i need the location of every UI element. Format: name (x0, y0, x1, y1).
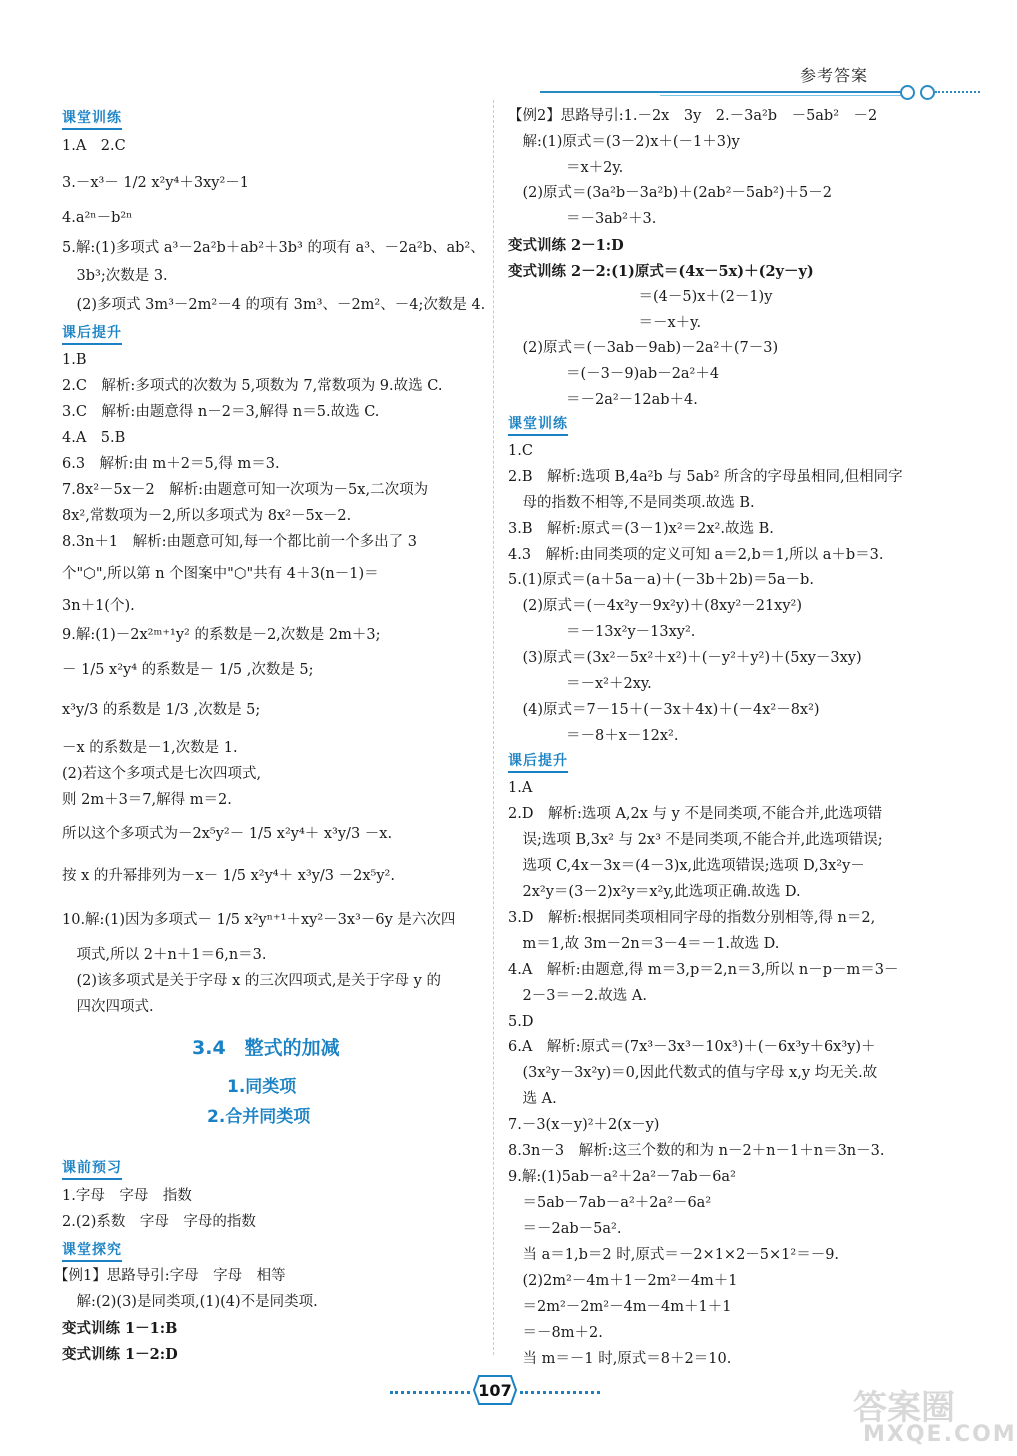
section-title: 3.4 整式的加减 (192, 1037, 340, 1059)
header-circle-icon (920, 85, 935, 100)
answer-line: 8.3n＋1 解析:由题意可知,每一个都比前一个多出了 3 (62, 534, 417, 550)
section-heading: 课堂训练 (508, 416, 568, 436)
answer-line: 5.解:(1)多项式 a³－2a²b＋ab²＋3b³ 的项有 a³、－2a²b、ab²、 (62, 240, 485, 256)
answer-line: 8.3n－3 解析:这三个数的和为 n－2＋n－1＋n＝3n－3. (508, 1143, 885, 1159)
answer-line: 2.(2)系数 字母 字母的指数 (62, 1214, 256, 1230)
answer-line: 5.(1)原式＝(a＋5a－a)＋(－3b＋2b)＝5a－b. (508, 572, 814, 588)
answer-line: 1.C (508, 443, 533, 459)
answer-line: 3.D 解析:根据同类项相同字母的指数分别相等,得 n＝2, (508, 910, 876, 926)
answer-line: ＝－13x²y－13xy². (508, 624, 696, 640)
answer-line: 2.D 解析:选项 A,2x 与 y 不是同类项,不能合并,此选项错 (508, 806, 883, 822)
section-title: 1.同类项 (227, 1077, 297, 1097)
answer-line: 变式训练 1－2:D (62, 1346, 178, 1363)
page-number: 107 (478, 1381, 512, 1400)
answer-line: 误;选项 B,3x² 与 2x³ 不是同类项,不能合并,此选项错误; (508, 832, 883, 848)
answer-line: 2.B 解析:选项 B,4a²b 与 5ab² 所含的字母虽相同,但相同字 (508, 469, 903, 485)
answer-line: 所以这个多项式为－2x⁵y²－ 1/5 x²y⁴＋ x³y/3 －x. (62, 826, 393, 842)
answer-line: ＝－2a²－12ab＋4. (508, 392, 698, 408)
header-rule (540, 91, 910, 93)
answer-line: m＝1,故 3m－2n＝3－4＝－1.故选 D. (508, 936, 780, 952)
answer-line: 【例1】思路导引:字母 字母 相等 (54, 1268, 286, 1284)
answer-line: (3x²y－3x²y)＝0,因此代数式的值与字母 x,y 均无关.故 (508, 1065, 878, 1081)
answer-line: 1.字母 字母 指数 (62, 1188, 192, 1204)
section-title: 2.合并同类项 (207, 1107, 311, 1127)
answer-line: 选 A. (508, 1091, 557, 1107)
answer-line: 4.A 解析:由题意,得 m＝3,p＝2,n＝3,所以 n－p－m＝3－ (508, 962, 899, 978)
answer-line: 母的指数不相等,不是同类项.故选 B. (508, 495, 755, 511)
header-circle-icon (900, 85, 915, 100)
answer-line: x³y/3 的系数是 1/3 ,次数是 5; (62, 702, 261, 718)
answer-line: 当 m＝－1 时,原式＝8＋2＝10. (508, 1351, 732, 1367)
header-title: 参考答案 (799, 66, 868, 85)
answer-line: 四次四项式. (62, 999, 154, 1015)
answer-line: ＝2m²－2m²－4m－4m＋1＋1 (508, 1299, 732, 1315)
answer-line: 解:(1)原式＝(3－2)x＋(－1＋3)y (508, 134, 740, 150)
answer-line: ＝－8m＋2. (508, 1325, 603, 1341)
answer-line: 3n＋1(个). (62, 598, 135, 614)
answer-line: 9.解:(1)5ab－a²＋2a²－7ab－6a² (508, 1169, 736, 1185)
answer-line: 解:(2)(3)是同类项,(1)(4)不是同类项. (62, 1294, 318, 1310)
answer-line: 6.A 解析:原式＝(7x³－3x³－10x³)＋(－6x³y＋6x³y)＋ (508, 1039, 876, 1055)
answer-line: 3.B 解析:原式＝(3－1)x²＝2x².故选 B. (508, 521, 774, 537)
answer-line: 1.B (62, 352, 87, 368)
answer-line: 9.解:(1)－2x²ᵐ⁺¹y² 的系数是－2,次数是 2m＋3; (62, 627, 381, 643)
answer-line: 2－3＝－2.故选 A. (508, 988, 647, 1004)
answer-line: 1.A 2.C (62, 138, 126, 154)
answer-line: 个"⬡",所以第 n 个图案中"⬡"共有 4＋3(n－1)＝ (62, 566, 379, 582)
answer-line: ＝(4－5)x＋(2－1)y (508, 289, 773, 305)
answer-line: 3.－x³－ 1/2 x²y⁴＋3xy²－1 (62, 175, 250, 191)
answer-line: (2)原式＝(3a²b－3a²b)＋(2ab²－5ab²)＋5－2 (508, 185, 832, 201)
answer-line: (2)若这个多项式是七次四项式, (62, 766, 262, 782)
answer-line: 变式训练 2－2:(1)原式＝(4x－5x)＋(2y－y) (508, 263, 814, 280)
section-heading: 课堂训练 (62, 110, 122, 130)
answer-line: ＝5ab－7ab－a²＋2a²－6a² (508, 1195, 712, 1211)
answer-line: (2)原式＝(－4x²y－9x²y)＋(8xy²－21xy²) (508, 598, 803, 614)
answer-line: 2x²y＝(3－2)x²y＝x²y,此选项正确.故选 D. (508, 884, 801, 900)
answer-line: ＝－x²＋2xy. (508, 676, 652, 692)
answer-line: 1.A (508, 780, 533, 796)
header-dots (935, 91, 980, 95)
answer-line: 4.a²ⁿ－b²ⁿ (62, 210, 133, 226)
answer-line: 10.解:(1)因为多项式－ 1/5 x²yⁿ⁺¹＋xy²－3x³－6y 是六次四 (62, 912, 456, 928)
answer-line: ＝x＋2y. (508, 160, 624, 176)
watermark-text: 答案圈 (853, 1388, 955, 1428)
answer-line: 3.C 解析:由题意得 n－2＝3,解得 n＝5.故选 C. (62, 404, 380, 420)
answer-line: 按 x 的升幂排列为－x－ 1/5 x²y⁴＋ x³y/3 －2x⁵y². (62, 868, 395, 884)
answer-line: 8x²,常数项为－2,所以多项式为 8x²－5x－2. (62, 508, 352, 524)
answer-line: (2)2m²－4m＋1－2m²－4m＋1 (508, 1273, 738, 1289)
answer-line: 4.A 5.B (62, 430, 126, 446)
watermark-logo (845, 1380, 1017, 1450)
answer-line: (2)原式＝(－3ab－9ab)－2a²＋(7－3) (508, 340, 779, 356)
answer-line: 7.－3(x－y)²＋2(x－y) (508, 1117, 660, 1133)
section-heading: 课后提升 (62, 325, 122, 345)
section-heading: 课后提升 (508, 753, 568, 773)
answer-line: 当 a＝1,b＝2 时,原式＝－2×1×2－5×1²＝－9. (508, 1247, 840, 1263)
answer-line: (2)该多项式是关于字母 x 的三次四项式,是关于字母 y 的 (62, 973, 441, 989)
header-rule-secondary (660, 95, 910, 96)
page-number-badge (473, 1375, 517, 1405)
answer-line: ＝(－3－9)ab－2a²＋4 (508, 366, 720, 382)
answer-line: 【例2】思路导引:1.－2x 3y 2.－3a²b －5ab² －2 (508, 108, 878, 124)
answer-line: 6.3 解析:由 m＋2＝5,得 m＝3. (62, 456, 280, 472)
footer-dots-right (520, 1391, 600, 1394)
footer-dots-left (390, 1391, 470, 1394)
answer-line: 项式,所以 2＋n＋1＝6,n＝3. (62, 947, 267, 963)
answer-line: －x 的系数是－1,次数是 1. (62, 740, 238, 756)
answer-line: 变式训练 1－1:B (62, 1320, 178, 1337)
answer-line: (4)原式＝7－15＋(－3x＋4x)＋(－4x²－8x²) (508, 702, 820, 718)
answer-line: 2.C 解析:多项式的次数为 5,项数为 7,常数项为 9.故选 C. (62, 378, 443, 394)
watermark-url: MXQE.COM (863, 1422, 1017, 1447)
answer-line: 4.3 解析:由同类项的定义可知 a＝2,b＝1,所以 a＋b＝3. (508, 547, 884, 563)
answer-line: 3b³;次数是 3. (62, 268, 168, 284)
answer-line: ＝－8＋x－12x². (508, 728, 679, 744)
answer-line: (3)原式＝(3x²－5x²＋x²)＋(－y²＋y²)＋(5xy－3xy) (508, 650, 862, 666)
column-divider (493, 100, 494, 1355)
answer-line: 变式训练 2－1:D (508, 237, 624, 254)
answer-line: 选项 C,4x－3x＝(4－3)x,此选项错误;选项 D,3x²y－ (508, 858, 865, 874)
answer-line: － 1/5 x²y⁴ 的系数是－ 1/5 ,次数是 5; (62, 662, 314, 678)
answer-line: (2)多项式 3m³－2m²－4 的项有 3m³、－2m²、－4;次数是 4. (62, 297, 486, 313)
answer-line: ＝－3ab²＋3. (508, 211, 657, 227)
answer-line: 7.8x²－5x－2 解析:由题意可知一次项为－5x,二次项为 (62, 482, 429, 498)
section-heading: 课前预习 (62, 1160, 122, 1180)
answer-line: ＝－2ab－5a². (508, 1221, 622, 1237)
page-header (540, 55, 960, 105)
section-heading: 课堂探究 (62, 1242, 122, 1262)
answer-line: ＝－x＋y. (508, 315, 702, 331)
answer-line: 5.D (508, 1014, 534, 1030)
answer-line: 则 2m＋3＝7,解得 m＝2. (62, 792, 232, 808)
